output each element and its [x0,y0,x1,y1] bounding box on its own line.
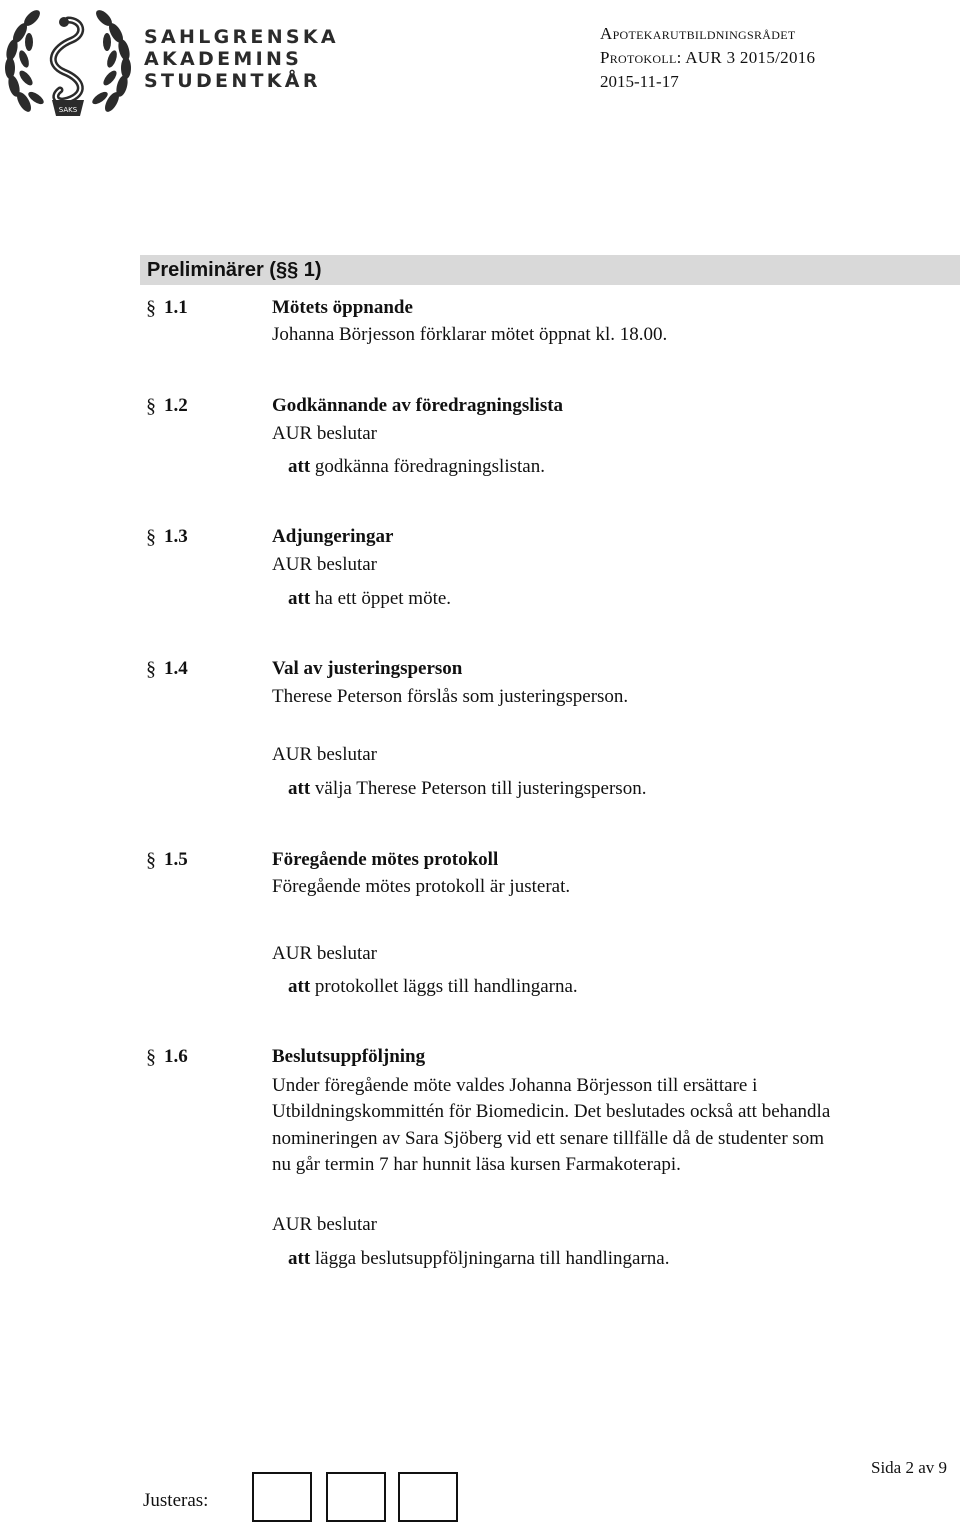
paragraph-sign: § [146,849,156,871]
page-number: Sida 2 av 9 [871,1458,948,1477]
decision-label: AUR beslutar [272,423,378,444]
decision-line [288,776,646,802]
item-text: nomineringen av Sara Sjöberg vid ett senare tillfälle då de studenter som [272,1128,825,1149]
att-word: att [288,588,311,609]
item-heading: Beslutsuppföljning [272,1046,426,1067]
emblem-text: SAKS [58,106,78,114]
logo-line-3: STUDENTKÅR [144,70,321,92]
section-title: Preliminärer (§§ 1) [147,259,322,281]
decision-line [288,586,451,612]
paragraph-sign: § [146,395,156,417]
decision-line [288,454,545,480]
att-word: att [288,778,311,799]
header-protocol: Protokoll: AUR 3 2015/2016 [600,48,816,67]
initials-box-1[interactable] [252,1472,312,1522]
item-text: Utbildningskommittén för Biomedicin. Det beslutades också att behandla [272,1101,831,1122]
att-word: att [288,456,311,477]
header-date: 2015-11-17 [600,72,679,91]
item-heading: Adjungeringar [272,526,394,547]
header-org: Apotekarutbildningsrådet [600,24,796,43]
decision-text: ha ett öppet möte. [314,588,452,609]
decision-label: AUR beslutar [272,943,378,964]
item-heading: Föregående mötes protokoll [272,849,499,870]
logo-emblem [2,2,134,124]
initials-box-3[interactable] [398,1472,458,1522]
decision-label: AUR beslutar [272,1214,378,1235]
initials-box-2[interactable] [326,1472,386,1522]
item-number: 1.5 [164,849,188,870]
item-number: 1.6 [164,1046,188,1067]
item-heading: Mötets öppnande [272,297,413,318]
logo-line-1: SAHLGRENSKA [144,26,339,48]
decision-text: protokollet läggs till handlingarna. [314,976,578,997]
item-text: Therese Peterson förslås som justeringsperson. [272,686,629,707]
paragraph-sign: § [146,526,156,548]
paragraph-sign: § [146,1046,156,1068]
paragraph-sign: § [146,658,156,680]
item-number: 1.4 [164,658,188,679]
paragraph-sign: § [146,297,156,319]
decision-text: lägga beslutsuppföljningarna till handlingarna. [314,1248,670,1269]
att-word: att [288,1248,311,1269]
item-number: 1.2 [164,395,188,416]
item-heading: Godkännande av föredragningslista [272,395,564,416]
justeras-label: Justeras: [143,1490,209,1511]
decision-line [288,1246,670,1272]
item-text: Under föregående möte valdes Johanna Börjesson till ersättare i [272,1075,758,1096]
item-text: Johanna Börjesson förklarar mötet öppnat kl. 18.00. [272,324,668,345]
item-text: nu går termin 7 har hunnit läsa kursen Farmakoterapi. [272,1154,681,1175]
item-heading: Val av justeringsperson [272,658,463,679]
laurel-serpent-emblem [2,2,134,124]
item-text: Föregående mötes protokoll är justerat. [272,876,571,897]
item-number: 1.1 [164,297,188,318]
logo-line-2: AKADEMINS [144,48,303,70]
decision-text: välja Therese Peterson till justeringsperson. [314,778,647,799]
item-number: 1.3 [164,526,188,547]
decision-line [288,974,578,1000]
decision-label: AUR beslutar [272,554,378,575]
att-word: att [288,976,311,997]
decision-text: godkänna föredragningslistan. [314,456,545,477]
decision-label: AUR beslutar [272,744,378,765]
